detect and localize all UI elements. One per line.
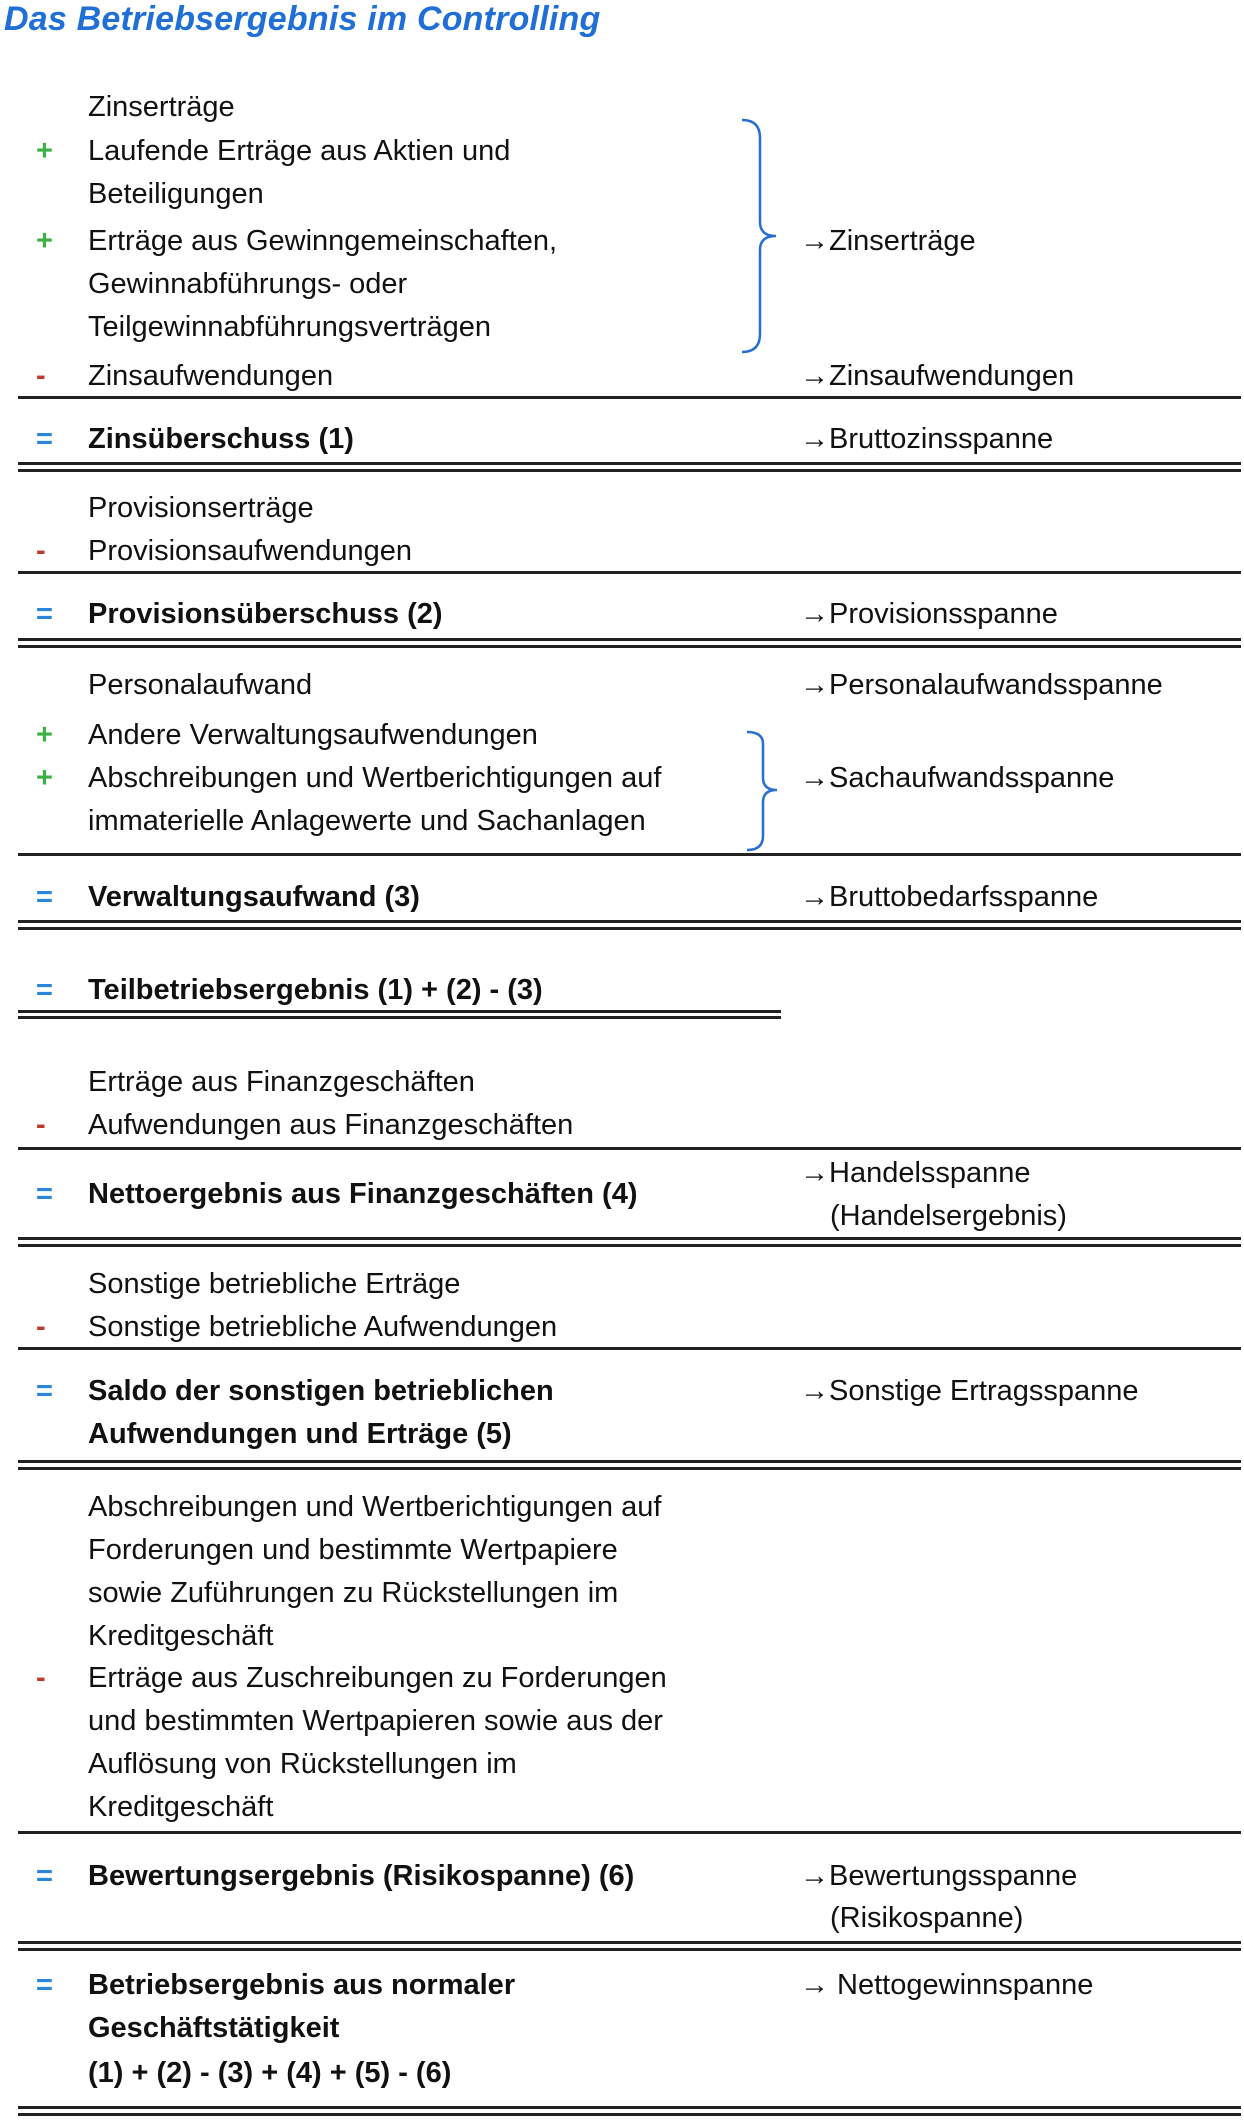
row-provisionsertraege: Provisionserträge	[88, 492, 314, 524]
row-ertraege-gewinngemeinschaften-cont2: Teilgewinnabführungsverträgen	[88, 311, 492, 343]
result-handelsspanne-cont: (Handelsergebnis)	[830, 1200, 1067, 1232]
row-provisionsueberschuss: Provisionsüberschuss (2)	[88, 598, 443, 630]
row-abschreibungen-cont: immaterielle Anlagewerte und Sachanlagen	[88, 805, 646, 837]
page-title: Das Betriebsergebnis im Controlling	[4, 0, 601, 38]
row-zinsertraege: Zinserträge	[88, 91, 235, 123]
row-zuschreibungen-cont3: Kreditgeschäft	[88, 1791, 274, 1823]
row-zuschreibungen-cont2: Auflösung von Rückstellungen im	[88, 1748, 517, 1780]
equals-sign: =	[36, 1375, 53, 1407]
equals-sign: =	[36, 1969, 53, 2001]
row-ertraege-gewinngemeinschaften: Erträge aus Gewinngemeinschaften,	[88, 225, 558, 257]
row-betriebsergebnis-cont: Geschäftstätigkeit	[88, 2012, 340, 2044]
equals-sign: =	[36, 423, 53, 455]
divider	[18, 853, 1241, 856]
arrow-icon: →	[800, 1157, 829, 1189]
minus-sign: -	[36, 1311, 46, 1343]
arrow-icon: →	[800, 598, 829, 630]
result-bewertungsspanne-cont: (Risikospanne)	[830, 1902, 1024, 1934]
row-bewertungsergebnis: Bewertungsergebnis (Risikospanne) (6)	[88, 1860, 635, 1892]
row-laufende-ertraege: Laufende Erträge aus Aktien und	[88, 135, 511, 167]
row-verwaltungsaufwand: Verwaltungsaufwand (3)	[88, 881, 420, 913]
divider	[18, 571, 1241, 574]
brace-icon	[745, 730, 785, 852]
row-zinsaufwendungen: Zinsaufwendungen	[88, 360, 334, 392]
result-handelsspanne: →Handelsspanne	[800, 1152, 1031, 1195]
row-nettoergebnis: Nettoergebnis aus Finanzgeschäften (4)	[88, 1178, 638, 1210]
result-nettogewinnspanne: → Nettogewinnspanne	[800, 1964, 1093, 2007]
row-provisionsaufwendungen: Provisionsaufwendungen	[88, 535, 413, 567]
result-bruttozinsspanne: →Bruttozinsspanne	[800, 418, 1053, 461]
result-sonstige-ertragsspanne: →Sonstige Ertragsspanne	[800, 1370, 1139, 1413]
row-sonstige-aufwendungen: Sonstige betriebliche Aufwendungen	[88, 1311, 558, 1343]
row-saldo: Saldo der sonstigen betrieblichen	[88, 1375, 554, 1407]
double-divider-short	[18, 1010, 781, 1019]
row-ertraege-gewinngemeinschaften-cont: Gewinnabführungs- oder	[88, 268, 408, 300]
arrow-icon: →	[800, 1860, 829, 1892]
divider	[18, 1831, 1241, 1834]
double-divider	[18, 462, 1241, 472]
equals-sign: =	[36, 598, 53, 630]
row-teilbetriebsergebnis: Teilbetriebsergebnis (1) + (2) - (3)	[88, 974, 543, 1006]
row-abschreibungen-forderungen: Abschreibungen und Wertberichtigungen auf	[88, 1491, 662, 1523]
divider	[18, 1147, 1241, 1150]
plus-sign: +	[36, 719, 53, 751]
divider	[18, 396, 1241, 399]
double-divider	[18, 638, 1241, 648]
row-abschreibungen: Abschreibungen und Wertberichtigungen auf	[88, 762, 662, 794]
result-zinsertraege: →Zinserträge	[800, 220, 976, 263]
double-divider	[18, 2106, 1241, 2116]
row-zuschreibungen: Erträge aus Zuschreibungen zu Forderungen	[88, 1662, 667, 1694]
arrow-icon: →	[800, 669, 829, 701]
arrow-icon: →	[800, 1969, 829, 2001]
plus-sign: +	[36, 135, 53, 167]
row-sonstige-ertraege: Sonstige betriebliche Erträge	[88, 1268, 461, 1300]
double-divider	[18, 1237, 1241, 1247]
equals-sign: =	[36, 974, 53, 1006]
brace-icon	[740, 118, 780, 354]
result-bruttobedarfsspanne: →Bruttobedarfsspanne	[800, 876, 1098, 919]
row-abschreibungen-forderungen-cont2: sowie Zuführungen zu Rückstellungen im	[88, 1577, 619, 1609]
divider	[18, 1347, 1241, 1350]
minus-sign: -	[36, 1109, 46, 1141]
double-divider	[18, 1941, 1241, 1951]
arrow-icon: →	[800, 1375, 829, 1407]
plus-sign: +	[36, 225, 53, 257]
row-andere-verwaltungsaufwendungen: Andere Verwaltungsaufwendungen	[88, 719, 538, 751]
row-abschreibungen-forderungen-cont: Forderungen und bestimmte Wertpapiere	[88, 1534, 618, 1566]
arrow-icon: →	[800, 881, 829, 913]
arrow-icon: →	[800, 225, 829, 257]
equals-sign: =	[36, 881, 53, 913]
row-personalaufwand: Personalaufwand	[88, 669, 313, 701]
row-betriebsergebnis-formula: (1) + (2) - (3) + (4) + (5) - (6)	[88, 2057, 452, 2089]
result-personalaufwandsspanne: →Personalaufwandsspanne	[800, 664, 1163, 707]
double-divider	[18, 1460, 1241, 1470]
arrow-icon: →	[800, 360, 829, 392]
row-zuschreibungen-cont: und bestimmten Wertpapieren sowie aus der	[88, 1705, 663, 1737]
minus-sign: -	[36, 1662, 46, 1694]
equals-sign: =	[36, 1860, 53, 1892]
row-abschreibungen-forderungen-cont3: Kreditgeschäft	[88, 1620, 274, 1652]
result-provisionsspanne: →Provisionsspanne	[800, 593, 1058, 636]
result-zinsaufwendungen: →Zinsaufwendungen	[800, 355, 1074, 398]
row-ertraege-finanzgeschaefte: Erträge aus Finanzgeschäften	[88, 1066, 475, 1098]
double-divider	[18, 920, 1241, 930]
row-zinsueberschuss: Zinsüberschuss (1)	[88, 423, 354, 455]
plus-sign: +	[36, 762, 53, 794]
minus-sign: -	[36, 535, 46, 567]
row-laufende-ertraege-cont: Beteiligungen	[88, 178, 264, 210]
result-sachaufwandsspanne: →Sachaufwandsspanne	[800, 757, 1114, 800]
result-bewertungsspanne: →Bewertungsspanne	[800, 1855, 1077, 1898]
row-betriebsergebnis: Betriebsergebnis aus normaler	[88, 1969, 516, 2001]
arrow-icon: →	[800, 762, 829, 794]
row-aufwendungen-finanzgeschaefte: Aufwendungen aus Finanzgeschäften	[88, 1109, 574, 1141]
arrow-icon: →	[800, 423, 829, 455]
row-saldo-cont: Aufwendungen und Erträge (5)	[88, 1418, 512, 1450]
equals-sign: =	[36, 1178, 53, 1210]
minus-sign: -	[36, 360, 46, 392]
